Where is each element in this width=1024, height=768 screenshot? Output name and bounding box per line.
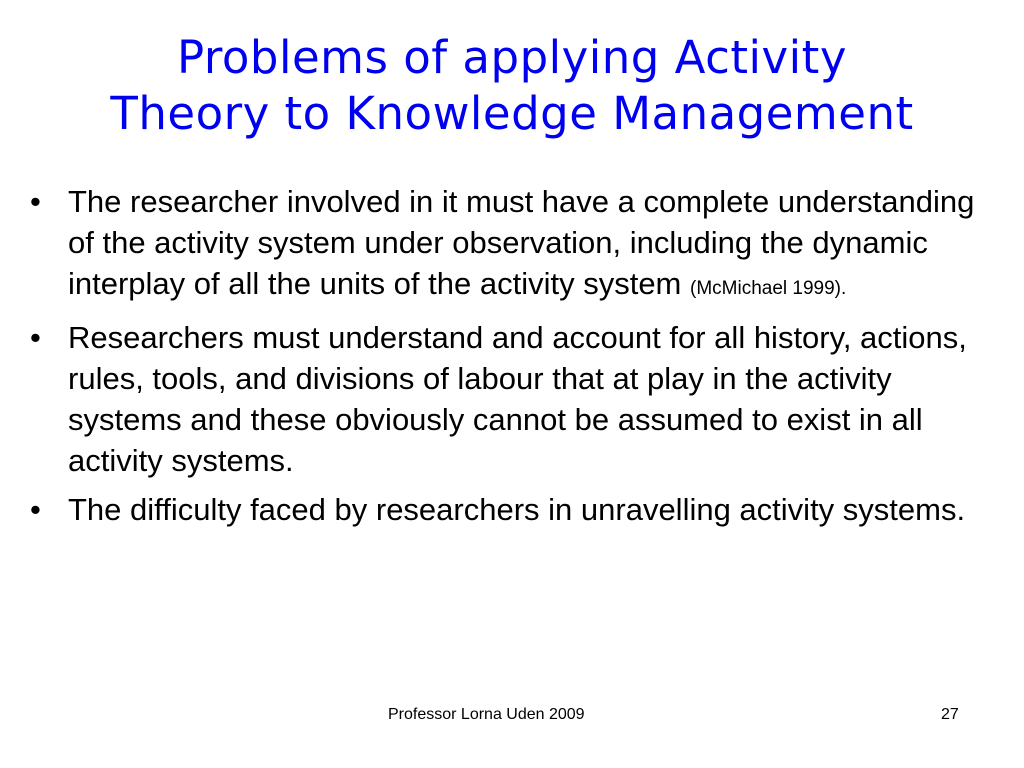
bullet-text: The difficulty faced by researchers in unravelling activity systems. xyxy=(68,492,966,527)
page-number: 27 xyxy=(941,706,959,723)
slide-title-line-1: Problems of applying Activity xyxy=(177,31,847,84)
bullet-icon: • xyxy=(30,184,41,219)
bullet-item xyxy=(28,489,988,530)
bullet-icon: • xyxy=(30,320,41,355)
bullet-text: Researchers must understand and account for all history, actions, rules, tools, and divisions of labour that at play in the activity systems and these obviously cannot be assumed to exist in all activity systems. xyxy=(68,320,967,478)
slide-title-line-2: Theory to Knowledge Management xyxy=(110,87,914,140)
footer-author: Professor Lorna Uden 2009 xyxy=(388,706,585,723)
slide-title xyxy=(40,30,984,142)
bullet-text: The researcher involved in it must have a complete understanding of the activity system under observation, including the dynamic interplay of all the units of the activity system xyxy=(68,184,975,301)
bullet-citation: (McMichael 1999). xyxy=(690,278,847,299)
bullet-item xyxy=(28,181,988,309)
bullet-icon: • xyxy=(30,492,41,527)
bullet-list xyxy=(28,181,988,538)
bullet-item xyxy=(28,317,988,481)
